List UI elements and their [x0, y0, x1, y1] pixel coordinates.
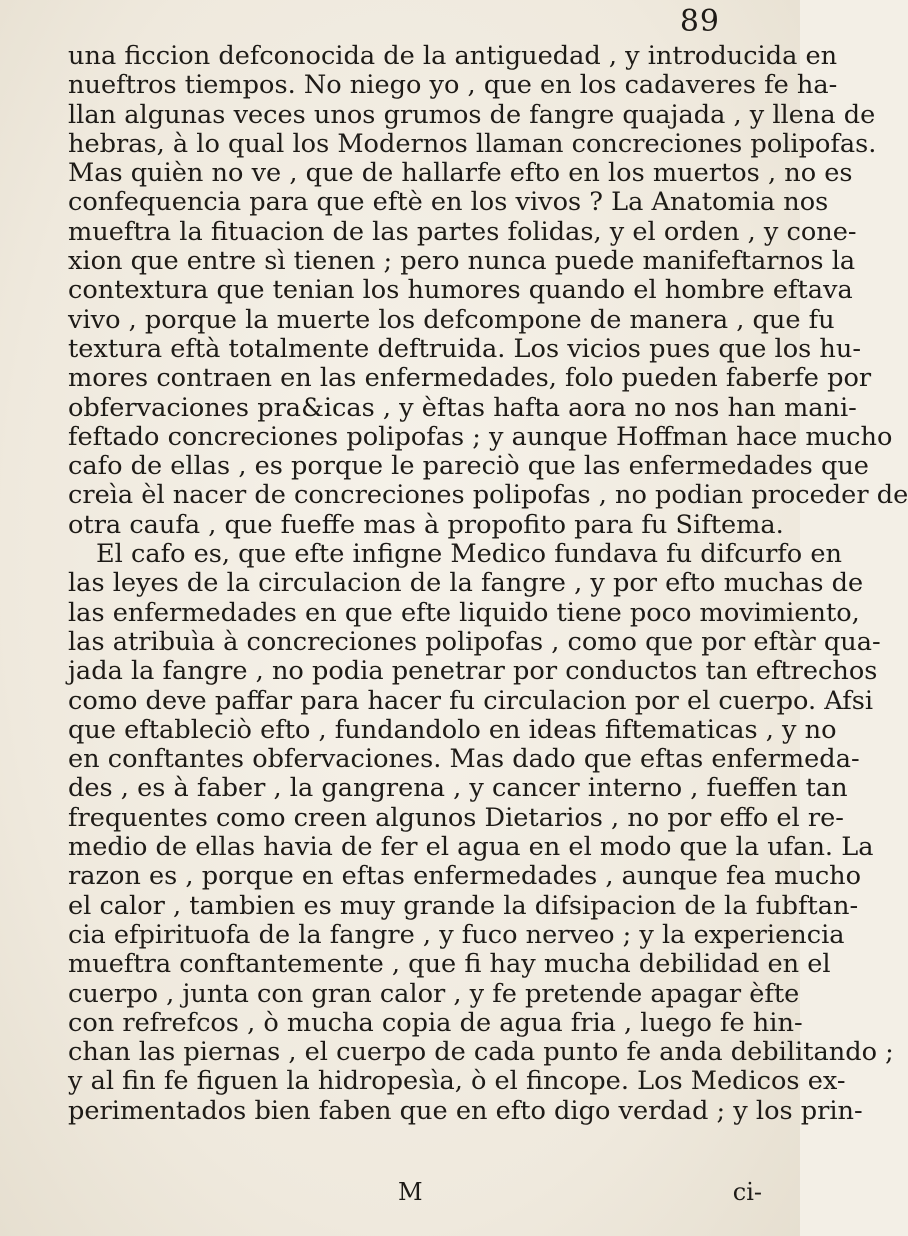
text-line: contextura que tenian los humores quando el hombre eftava [68, 275, 853, 306]
text-line: cuerpo , junta con gran calor , y fe pretende apagar èfte [68, 978, 800, 1009]
text-line: xion que entre sì tienen ; pero nunca puede manifeftarnos la [68, 246, 856, 277]
text-line: creìa èl nacer de concreciones polipofas , no podian proceder de [68, 480, 908, 511]
text-line: las enfermedades en que efte liquido tiene poco movimiento, [68, 597, 860, 628]
text-line: obfervaciones pra&icas , y èftas hafta aora no nos han mani- [68, 392, 857, 423]
text-line: textura eftà totalmente deftruida. Los vicios pues que los hu- [68, 333, 861, 364]
text-line: mores contraen en las enfermedades, folo pueden faberfe por [68, 363, 872, 394]
text-line: medio de ellas havia de fer el agua en el modo que la ufan. La [68, 832, 874, 863]
text-line: confequencia para que eftè en los vivos ? La Anatomia nos [68, 187, 829, 218]
text-line: cafo de ellas , es porque le pareciò que las enfermedades que [68, 451, 869, 482]
text-line: frequentes como creen algunos Dietarios , no por effo el re- [68, 802, 844, 833]
catchword: ci- [732, 1178, 762, 1206]
text-line: que eftableciò efto , fundandolo en ideas fiftematicas , y no [68, 714, 837, 745]
text-line: perimentados bien faben que en efto digo verdad ; y los prin- [68, 1095, 863, 1126]
text-line: y al fin fe figuen la hidropesìa, ò el fincope. Los Medicos ex- [68, 1066, 846, 1097]
text-line: mueftra conftantemente , que fi hay mucha debilidad en el [68, 949, 831, 980]
text-line: jada la fangre , no podia penetrar por conductos tan eftrechos [68, 656, 878, 687]
text-line: des , es à faber , la gangrena , y cancer interno , fueffen tan [68, 773, 848, 804]
page-footer [68, 1178, 776, 1208]
text-line: razon es , porque en eftas enfermedades , aunque fea mucho [68, 861, 862, 892]
page-number: 89 [679, 4, 720, 39]
text-line: otra caufa , que fueffe mas à propofito para fu Siftema. [68, 509, 784, 540]
text-line: vivo , porque la muerte los defcompone de manera , que fu [68, 304, 835, 335]
text-line: chan las piernas , el cuerpo de cada punto fe anda debilitando ; [68, 1037, 894, 1068]
text-line: con refrefcos , ò mucha copia de agua fria , luego fe hin- [68, 1007, 803, 1038]
text-line: mueftra la fituacion de las partes folidas, y el orden , y cone- [68, 216, 857, 247]
text-line: llan algunas veces unos grumos de fangre quajada , y llena de [68, 99, 876, 130]
text-line: el calor , tambien es muy grande la difsipacion de la fubftan- [68, 890, 859, 921]
text-line: El cafo es, que efte infigne Medico fundava fu difcurfo en [96, 539, 842, 570]
text-line: nueftros tiempos. No niego yo , que en los cadaveres fe ha- [68, 70, 838, 101]
text-line: las leyes de la circulacion de la fangre , y por efto muchas de [68, 568, 864, 599]
text-line: en conftantes obfervaciones. Mas dado que eftas enfermeda- [68, 744, 860, 775]
text-line: hebras, à lo qual los Modernos llaman concreciones polipofas. [68, 128, 877, 159]
signature-mark: M [398, 1178, 423, 1206]
text-line: feftado concreciones polipofas ; y aunque Hoffman hace mucho [68, 421, 893, 452]
body-text [68, 41, 908, 1126]
text-line: una ficcion defconocida de la antiguedad , y introducida en [68, 41, 838, 71]
text-line: las atribuìa à concreciones polipofas , como que por eftàr qua- [68, 626, 881, 657]
text-line: como deve paffar para hacer fu circulacion por el cuerpo. Afsi [68, 685, 874, 716]
text-line: cia efpirituofa de la fangre , y fuco nerveo ; y la experiencia [68, 919, 845, 950]
text-line: Mas quièn no ve , que de hallarfe efto en los muertos , no es [68, 158, 853, 189]
